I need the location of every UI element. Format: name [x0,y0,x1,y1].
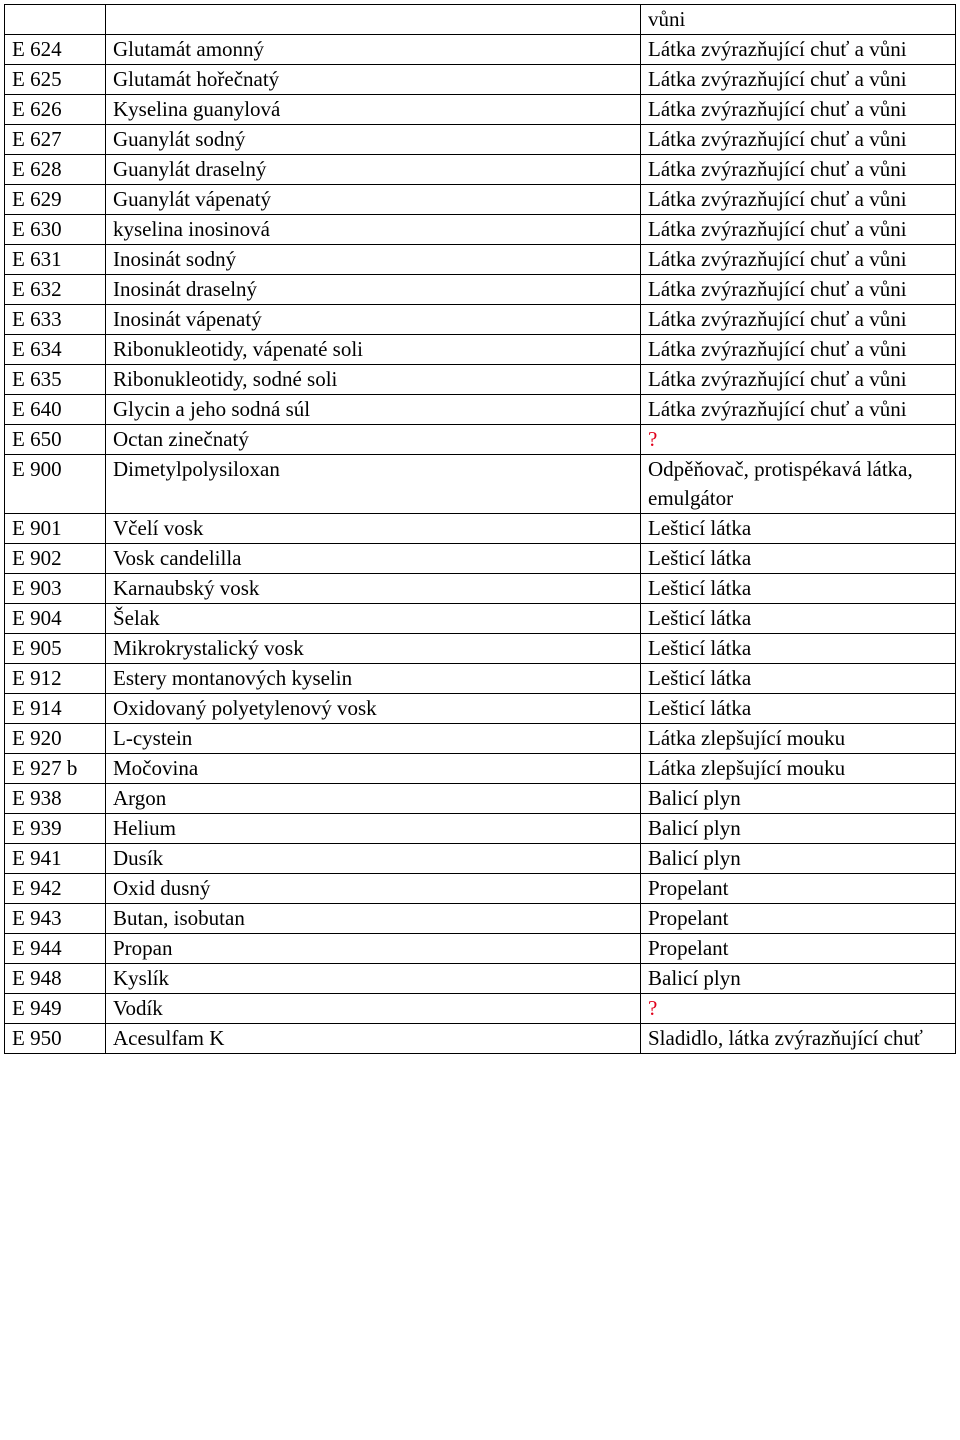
name-cell: Šelak [106,604,641,634]
table-row [5,994,956,1024]
code-cell: E 904 [5,604,106,634]
code-cell: E 634 [5,335,106,365]
table-row [5,335,956,365]
table-row [5,95,956,125]
code-cell: E 629 [5,185,106,215]
code-cell: E 626 [5,95,106,125]
use-cell: Látka zvýrazňující chuť a vůni [641,245,956,275]
use-cell: Látka zvýrazňující chuť a vůni [641,155,956,185]
name-cell: Ribonukleotidy, sodné soli [106,365,641,395]
use-cell: Propelant [641,904,956,934]
table-row [5,1024,956,1054]
use-cell: Látka zvýrazňující chuť a vůni [641,275,956,305]
code-cell: E 927 b [5,754,106,784]
use-cell: ? [641,994,956,1024]
name-cell: Glutamát amonný [106,35,641,65]
table-row [5,125,956,155]
table-row [5,365,956,395]
table-row [5,544,956,574]
code-cell: E 631 [5,245,106,275]
use-cell: Látka zvýrazňující chuť a vůni [641,65,956,95]
table-row [5,395,956,425]
use-cell: Látka zvýrazňující chuť a vůni [641,35,956,65]
code-cell: E 901 [5,514,106,544]
use-cell: Propelant [641,934,956,964]
name-cell: Vosk candelilla [106,544,641,574]
name-cell: kyselina inosinová [106,215,641,245]
name-cell: Ribonukleotidy, vápenaté soli [106,335,641,365]
use-cell: Látka zvýrazňující chuť a vůni [641,365,956,395]
table-row [5,634,956,664]
name-cell: Butan, isobutan [106,904,641,934]
use-cell: Látka zvýrazňující chuť a vůni [641,335,956,365]
name-cell: Guanylát sodný [106,125,641,155]
use-cell: Lešticí látka [641,514,956,544]
code-cell: E 912 [5,664,106,694]
name-cell: Estery montanových kyselin [106,664,641,694]
code-cell: E 938 [5,784,106,814]
name-cell: Kyslík [106,964,641,994]
table-row [5,155,956,185]
code-cell: E 650 [5,425,106,455]
name-cell: Helium [106,814,641,844]
use-cell: vůni [641,5,956,35]
code-cell [5,5,106,35]
name-cell: Inosinát vápenatý [106,305,641,335]
table-row [5,35,956,65]
code-cell: E 635 [5,365,106,395]
name-cell: Propan [106,934,641,964]
code-cell: E 632 [5,275,106,305]
code-cell: E 905 [5,634,106,664]
code-cell: E 914 [5,694,106,724]
table-row [5,574,956,604]
use-cell: Lešticí látka [641,694,956,724]
use-cell: Látka zvýrazňující chuť a vůni [641,95,956,125]
name-cell: Oxid dusný [106,874,641,904]
name-cell: Argon [106,784,641,814]
name-cell: Inosinát draselný [106,275,641,305]
use-cell: Látka zlepšující mouku [641,754,956,784]
table-row [5,934,956,964]
use-cell: Balicí plyn [641,964,956,994]
code-cell: E 941 [5,844,106,874]
table-row [5,275,956,305]
table-row [5,65,956,95]
code-cell: E 948 [5,964,106,994]
code-cell: E 628 [5,155,106,185]
name-cell: Včelí vosk [106,514,641,544]
table-row [5,455,956,514]
table-row [5,425,956,455]
name-cell: Acesulfam K [106,1024,641,1054]
name-cell: Kyselina guanylová [106,95,641,125]
use-cell: Sladidlo, látka zvýrazňující chuť [641,1024,956,1054]
use-cell: Odpěňovač, protispékavá látka, emulgátor [641,455,956,514]
name-cell: Octan zinečnatý [106,425,641,455]
use-cell: Lešticí látka [641,574,956,604]
code-cell: E 943 [5,904,106,934]
table-row [5,185,956,215]
code-cell: E 939 [5,814,106,844]
use-cell: Látka zvýrazňující chuť a vůni [641,125,956,155]
use-cell: Balicí plyn [641,844,956,874]
name-cell: Močovina [106,754,641,784]
use-cell: Lešticí látka [641,604,956,634]
name-cell: Mikrokrystalický vosk [106,634,641,664]
name-cell: Glutamát hořečnatý [106,65,641,95]
continuation-row [5,5,956,35]
use-cell: Lešticí látka [641,544,956,574]
use-cell: ? [641,425,956,455]
table-row [5,784,956,814]
code-cell: E 950 [5,1024,106,1054]
use-cell: Balicí plyn [641,784,956,814]
table-row [5,245,956,275]
code-cell: E 630 [5,215,106,245]
code-cell: E 903 [5,574,106,604]
name-cell: Karnaubský vosk [106,574,641,604]
name-cell: Dimetylpolysiloxan [106,455,641,514]
name-cell: Guanylát draselný [106,155,641,185]
code-cell: E 942 [5,874,106,904]
additives-table [4,4,956,1054]
code-cell: E 625 [5,65,106,95]
use-cell: Lešticí látka [641,634,956,664]
table-row [5,604,956,634]
table-row [5,754,956,784]
table-row [5,514,956,544]
table-row [5,874,956,904]
name-cell: Dusík [106,844,641,874]
code-cell: E 627 [5,125,106,155]
table-row [5,904,956,934]
code-cell: E 624 [5,35,106,65]
use-cell: Lešticí látka [641,664,956,694]
code-cell: E 949 [5,994,106,1024]
use-cell: Balicí plyn [641,814,956,844]
name-cell: Inosinát sodný [106,245,641,275]
table-row [5,964,956,994]
code-cell: E 920 [5,724,106,754]
name-cell: Vodík [106,994,641,1024]
use-cell: Látka zvýrazňující chuť a vůni [641,185,956,215]
table-row [5,215,956,245]
use-cell: Látka zvýrazňující chuť a vůni [641,305,956,335]
name-cell: Glycin a jeho sodná súl [106,395,641,425]
code-cell: E 900 [5,455,106,514]
use-cell: Propelant [641,874,956,904]
table-row [5,724,956,754]
name-cell: L-cystein [106,724,641,754]
use-cell: Látka zvýrazňující chuť a vůni [641,215,956,245]
name-cell: Guanylát vápenatý [106,185,641,215]
table-row [5,664,956,694]
code-cell: E 633 [5,305,106,335]
code-cell: E 944 [5,934,106,964]
use-cell: Látka zlepšující mouku [641,724,956,754]
table-row [5,814,956,844]
table-row [5,844,956,874]
name-cell [106,5,641,35]
table-row [5,694,956,724]
additives-table-body [5,5,956,1054]
code-cell: E 902 [5,544,106,574]
code-cell: E 640 [5,395,106,425]
name-cell: Oxidovaný polyetylenový vosk [106,694,641,724]
table-row [5,305,956,335]
use-cell: Látka zvýrazňující chuť a vůni [641,395,956,425]
